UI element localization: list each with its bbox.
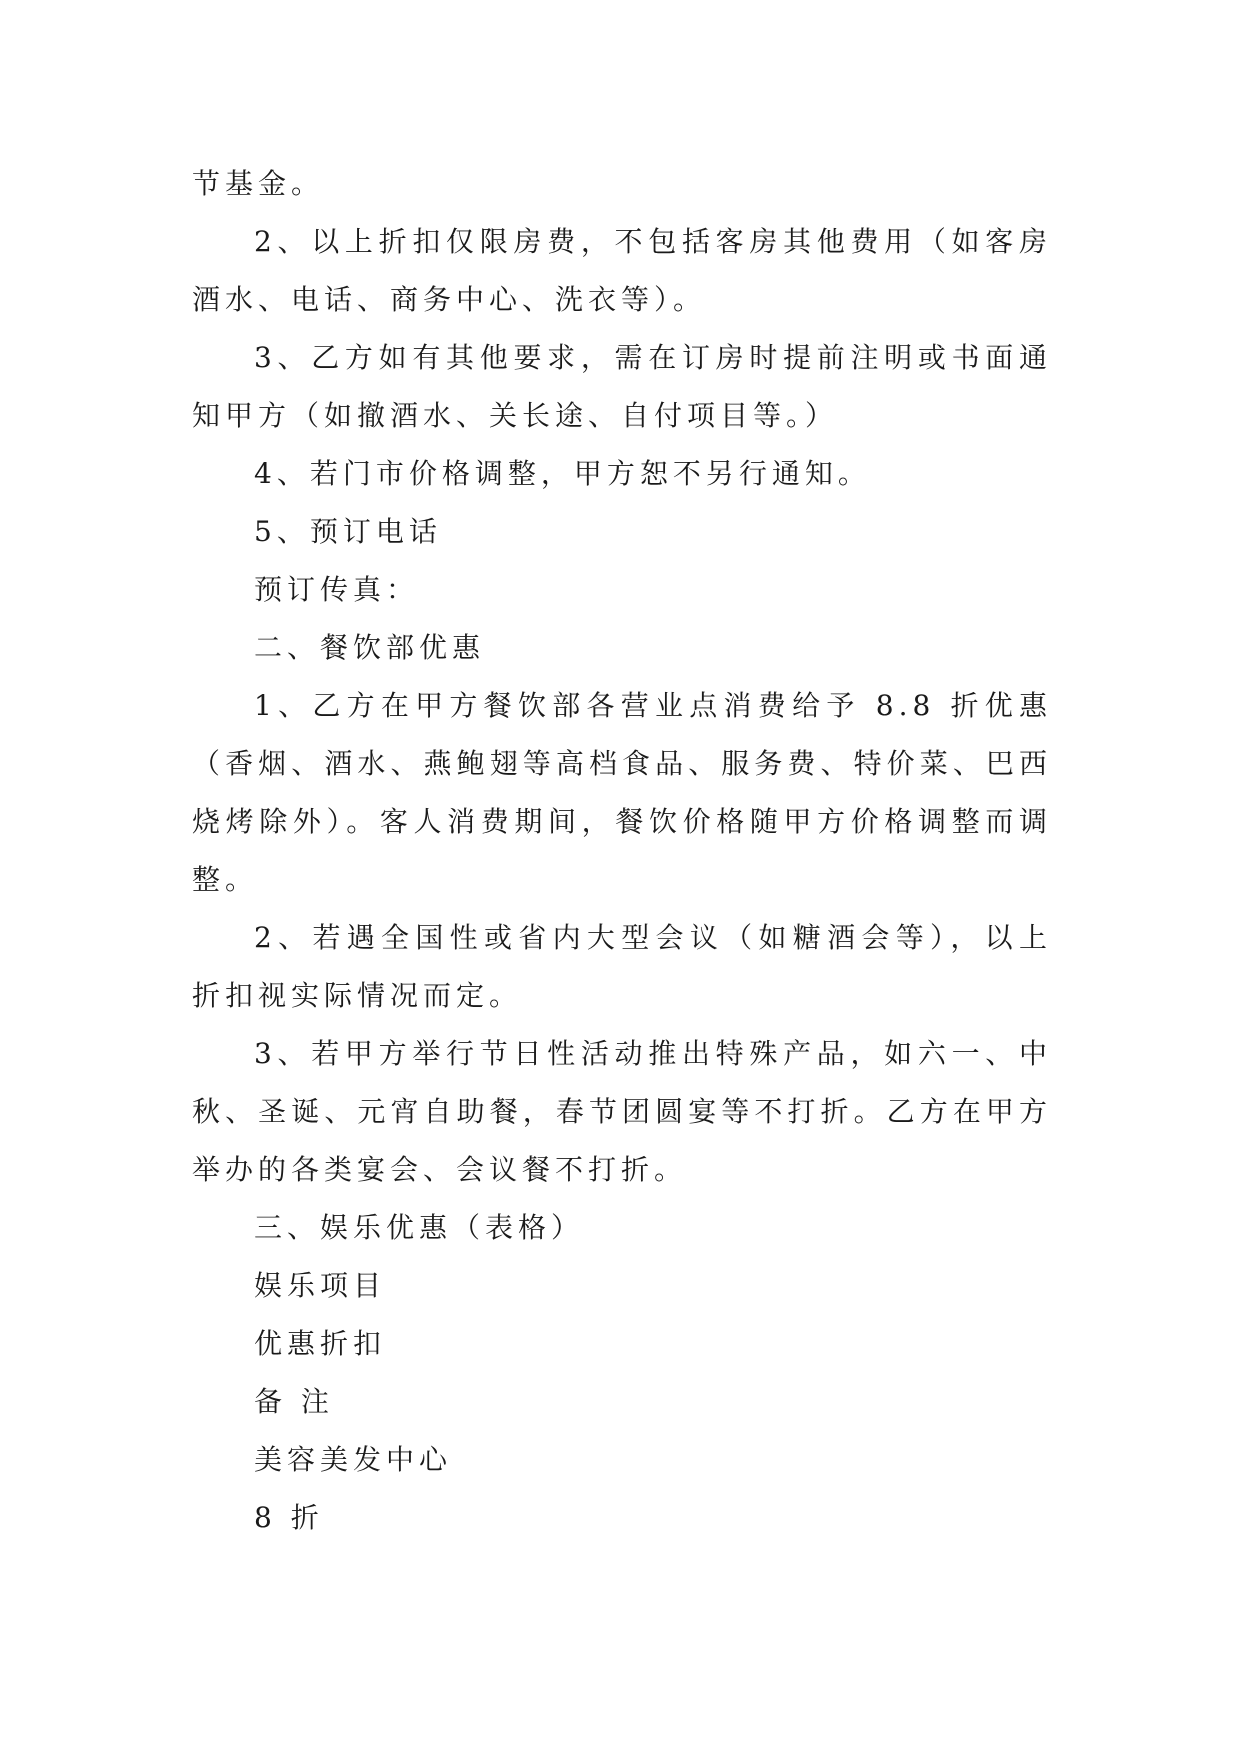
section-heading-dining: 二、餐饮部优惠 bbox=[254, 631, 486, 664]
section-heading-entertainment: 三、娱乐优惠（表格） bbox=[254, 1211, 585, 1244]
paragraph-booking-fax: 预订传真： bbox=[254, 573, 420, 606]
paragraph-holiday-exception: 3、若甲方举行节日性活动推出特殊产品，如六一、中秋、圣诞、元宵自助餐，春节团圆宴等不打折。乙方在甲方举办的各类宴会、会议餐不打折。 bbox=[192, 1037, 1052, 1186]
paragraph-dining-discount: 1、乙方在甲方餐饮部各营业点消费给予 8.8 折优惠（香烟、酒水、燕鲍翅等高档食品、服务费、特价菜、巴西烧烤除外）。客人消费期间，餐饮价格随甲方价格调整而调整。 bbox=[192, 689, 1052, 896]
paragraph-fund-ending: 节基金。 bbox=[192, 167, 325, 200]
table-header-discount: 优惠折扣 bbox=[254, 1327, 387, 1360]
paragraph-room-discount-scope: 2、以上折扣仅限房费，不包括客房其他费用（如客房酒水、电话、商务中心、洗衣等）。 bbox=[192, 225, 1052, 316]
table-cell-beauty-salon: 美容美发中心 bbox=[254, 1443, 453, 1476]
paragraph-conference-exception: 2、若遇全国性或省内大型会议（如糖酒会等），以上折扣视实际情况而定。 bbox=[192, 921, 1052, 1012]
table-header-item: 娱乐项目 bbox=[254, 1269, 387, 1302]
paragraph-price-adjustment: 4、若门市价格调整，甲方恕不另行通知。 bbox=[254, 457, 871, 490]
document-body bbox=[192, 155, 1052, 1547]
paragraph-booking-phone: 5、预订电话 bbox=[254, 515, 442, 548]
table-header-remarks: 备 注 bbox=[254, 1385, 334, 1418]
table-cell-discount-value: 8 折 bbox=[254, 1501, 324, 1534]
paragraph-special-requests: 3、乙方如有其他要求，需在订房时提前注明或书面通知甲方（如撤酒水、关长途、自付项目等。） bbox=[192, 341, 1052, 432]
